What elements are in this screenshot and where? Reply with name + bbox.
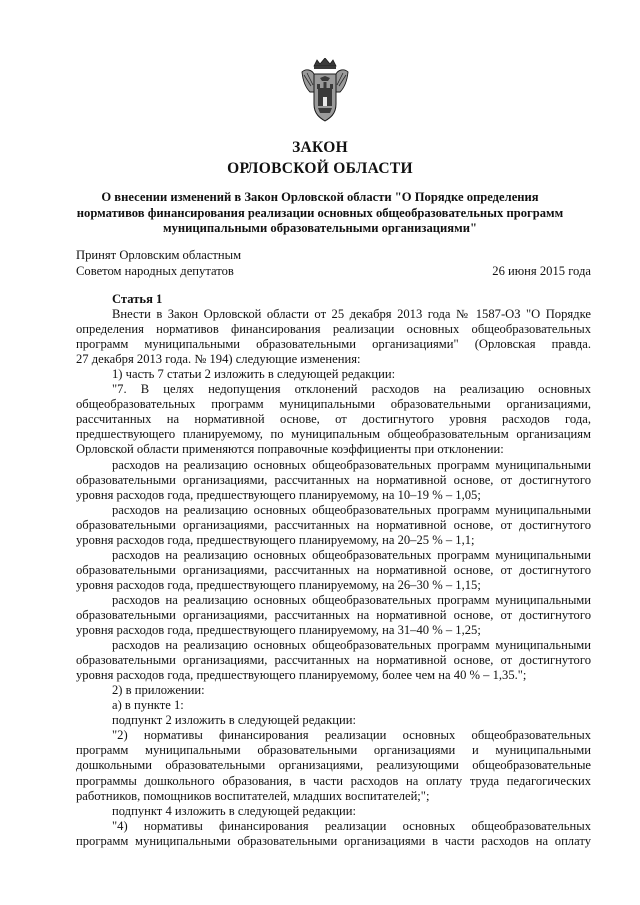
subtitle-line: нормативов финансирования реализации основных общеобразовательных программ (76, 205, 564, 220)
text-line: расходов на реализацию основных общеобразовательных программ муниципальными (112, 502, 591, 517)
article-heading: Статья 1 (112, 292, 163, 306)
text-line: предшествующего планируемому, по муниципальным общеобразовательным организациям (76, 427, 591, 442)
page-title: ЗАКОН (292, 139, 348, 156)
text-line: 2) в приложении: (112, 683, 205, 698)
article-text (76, 307, 591, 849)
adoption-line: Советом народных депутатов (76, 263, 234, 278)
text-line: программ муниципальными образовательными организациями в части расходов на оплату (76, 833, 591, 848)
page-title-region: ОРЛОВСКОЙ ОБЛАСТИ (227, 160, 413, 177)
text-line: "2) нормативы финансирования реализации основных общеобразовательных (112, 728, 591, 743)
text-line: уровня расходов года, предшествующего планируемому, на 20–25 % – 1,1; (76, 532, 475, 547)
subtitle-line: муниципальными образовательными организациями" (163, 221, 477, 235)
text-line: расходов на реализацию основных общеобразовательных программ муниципальными (112, 457, 591, 472)
text-line: расходов на реализацию основных общеобразовательных программ муниципальными (112, 638, 591, 653)
text-line: уровня расходов года, предшествующего планируемому, на 26–30 % – 1,15; (76, 577, 481, 592)
text-line: "7. В целях недопущения отклонений расходов на реализацию основных (112, 382, 591, 397)
text-line: 1) часть 7 статьи 2 изложить в следующей редакции: (112, 367, 396, 382)
text-line: образовательными организациями, рассчитанных на нормативной основе, от достигнутого (76, 607, 591, 622)
adoption-date: 26 июня 2015 года (492, 263, 591, 278)
text-line: программ муниципальными образовательными организациями" (Орловская правда. (76, 337, 591, 352)
adoption-info (76, 248, 241, 279)
text-line: образовательными организациями, рассчитанных на нормативной основе, от достигнутого (76, 517, 591, 532)
text-line: программы дошкольного образования, в части расходов на оплату труда педагогических (76, 773, 591, 788)
text-line: "4) нормативы финансирования реализации основных общеобразовательных (112, 818, 591, 833)
text-line: определения нормативов финансирования реализации основных общеобразовательных (76, 322, 591, 337)
text-line: образовательными организациями, рассчитанных на нормативной основе, от достигнутого (76, 653, 591, 668)
text-line: Внести в Закон Орловской области от 25 декабря 2013 года № 1587-ОЗ "О Порядке (112, 307, 591, 322)
text-line: уровня расходов года, предшествующего планируемому, более чем на 40 % – 1,35."; (76, 668, 527, 683)
text-line: расходов на реализацию основных общеобразовательных программ муниципальными (112, 547, 591, 562)
text-line: работников, помощников воспитателей, младших воспитателей;"; (76, 788, 430, 803)
text-line: образовательными организациями, рассчитанных на нормативной основе, от достигнутого (76, 562, 591, 577)
subtitle-line: О внесении изменений в Закон Орловской области "О Порядке определения (101, 190, 539, 204)
text-line: расходов на реализацию основных общеобразовательных программ муниципальными (112, 592, 591, 607)
article-body (76, 292, 591, 849)
text-line: уровня расходов года, предшествующего планируемому, на 10–19 % – 1,05; (76, 487, 481, 502)
text-line: образовательными организациями, рассчитанных на нормативной основе, от достигнутого (76, 472, 591, 487)
law-subtitle (40, 190, 600, 237)
text-line: подпункт 4 изложить в следующей редакции: (112, 803, 356, 818)
text-line: рассчитанных на нормативной основе, от достигнутого уровня расходов года, (76, 412, 591, 427)
text-line: Орловской области применяются поправочные коэффициенты при отклонении: (76, 442, 504, 457)
text-line: дошкольными образовательными организациями, реализующими общеобразовательные (76, 758, 591, 773)
text-line: а) в пункте 1: (112, 698, 184, 713)
text-line: общеобразовательных программ муниципальными образовательными организациями, (76, 397, 591, 412)
text-line: 27 декабря 2013 года. № 194) следующие изменения: (76, 352, 361, 367)
adoption-line: Принят Орловским областным (76, 248, 242, 262)
text-line: уровня расходов года, предшествующего планируемому, на 31–40 % – 1,25; (76, 623, 481, 638)
orel-coat-of-arms-icon (300, 58, 350, 124)
text-line: программ муниципальными образовательными организациями и муниципальными (76, 743, 591, 758)
text-line: подпункт 2 изложить в следующей редакции: (112, 713, 356, 728)
